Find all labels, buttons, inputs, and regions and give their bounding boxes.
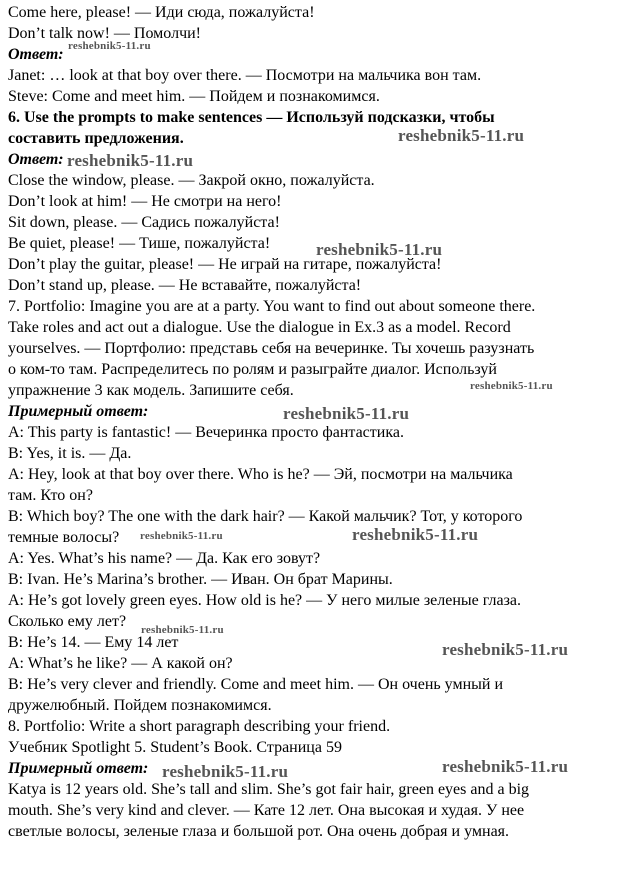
text-line: Be quiet, please! — Тише, пожалуйста!	[8, 235, 271, 252]
exercise-heading: 6. Use the prompts to make sentences — Используй подсказки, чтобы	[8, 109, 495, 126]
text-line: B: Ivan. He’s Marina’s brother. — Иван. Он брат Марины.	[8, 571, 393, 588]
answer-label: Ответ:	[8, 46, 64, 63]
sample-answer-label: Примерный ответ:	[8, 760, 149, 777]
watermark: reshebnik5-11.ru	[141, 624, 224, 636]
text-line: 7. Portfolio: Imagine you are at a party. You want to find out about someone there.	[8, 298, 536, 315]
text-line: B: Which boy? The one with the dark hair? — Какой мальчик? Тот, у которого	[8, 508, 523, 525]
text-line: Don’t talk now! — Помолчи!	[8, 25, 201, 42]
text-line: Учебник Spotlight 5. Student’s Book. Страница 59	[8, 739, 342, 756]
text-line: Take roles and act out a dialogue. Use the dialogue in Ex.3 as a model. Record	[8, 319, 511, 336]
watermark: reshebnik5-11.ru	[140, 530, 223, 542]
text-line: дружелюбный. Пойдем познакомимся.	[8, 697, 272, 714]
watermark: reshebnik5-11.ru	[68, 40, 151, 52]
text-line: светлые волосы, зеленые глаза и большой рот. Она очень добрая и умная.	[8, 823, 510, 840]
text-line: о ком-то там. Распределитесь по ролям и разыграйте диалог. Используй	[8, 361, 497, 378]
text-line: Sit down, please. — Садись пожалуйста!	[8, 214, 280, 231]
text-line: Close the window, please. — Закрой окно, пожалуйста.	[8, 172, 375, 189]
text-line: yourselves. — Портфолио: представь себя на вечеринке. Ты хочешь разузнать	[8, 340, 535, 357]
text-line: Don’t stand up, please. — Не вставайте, пожалуйста!	[8, 277, 362, 294]
text-line: упражнение 3 как модель. Запишите себя.	[8, 382, 294, 399]
text-line: темные волосы?	[8, 529, 120, 546]
text-line: там. Кто он?	[8, 487, 93, 504]
text-line: A: Yes. What’s his name? — Да. Как его зовут?	[8, 550, 321, 567]
watermark: reshebnik5-11.ru	[470, 380, 553, 392]
sample-answer-label: Примерный ответ:	[8, 403, 149, 420]
text-line: Katya is 12 years old. She’s tall and slim. She’s got fair hair, green eyes and a big	[8, 781, 530, 798]
answer-label: Ответ:	[8, 151, 64, 168]
text-line: Steve: Come and meet him. — Пойдем и познакомимся.	[8, 88, 380, 105]
text-line: A: He’s got lovely green eyes. How old is he? — У него милые зеленые глаза.	[8, 592, 522, 609]
text-line: A: What’s he like? — А какой он?	[8, 655, 233, 672]
text-line: 8. Portfolio: Write a short paragraph describing your friend.	[8, 718, 391, 735]
text-line: Сколько ему лет?	[8, 613, 127, 630]
watermark: reshebnik5-11.ru	[316, 240, 443, 259]
watermark: reshebnik5-11.ru	[398, 126, 525, 145]
watermark: reshebnik5-11.ru	[442, 757, 569, 776]
text-line: A: Hey, look at that boy over there. Who is he? — Эй, посмотри на мальчика	[8, 466, 513, 483]
text-line: B: He’s very clever and friendly. Come and meet him. — Он очень умный и	[8, 676, 504, 693]
watermark: reshebnik5-11.ru	[442, 640, 569, 659]
text-line: mouth. She’s very kind and clever. — Кате 12 лет. Она высокая и худая. У нее	[8, 802, 525, 819]
exercise-heading: составить предложения.	[8, 130, 184, 147]
text-line: Come here, please! — Иди сюда, пожалуйста!	[8, 4, 315, 21]
text-line: A: This party is fantastic! — Вечеринка просто фантастика.	[8, 424, 404, 441]
watermark: reshebnik5-11.ru	[352, 525, 479, 544]
text-line: Don’t play the guitar, please! — Не играй на гитаре, пожалуйста!	[8, 256, 442, 273]
watermark: reshebnik5-11.ru	[283, 404, 410, 423]
text-line: Janet: … look at that boy over there. — Посмотри на мальчика вон там.	[8, 67, 482, 84]
text-line: Don’t look at him! — Не смотри на него!	[8, 193, 282, 210]
watermark: reshebnik5-11.ru	[67, 151, 194, 170]
text-line: B: He’s 14. — Ему 14 лет	[8, 634, 179, 651]
text-line: B: Yes, it is. — Да.	[8, 445, 132, 462]
watermark: reshebnik5-11.ru	[162, 762, 289, 781]
